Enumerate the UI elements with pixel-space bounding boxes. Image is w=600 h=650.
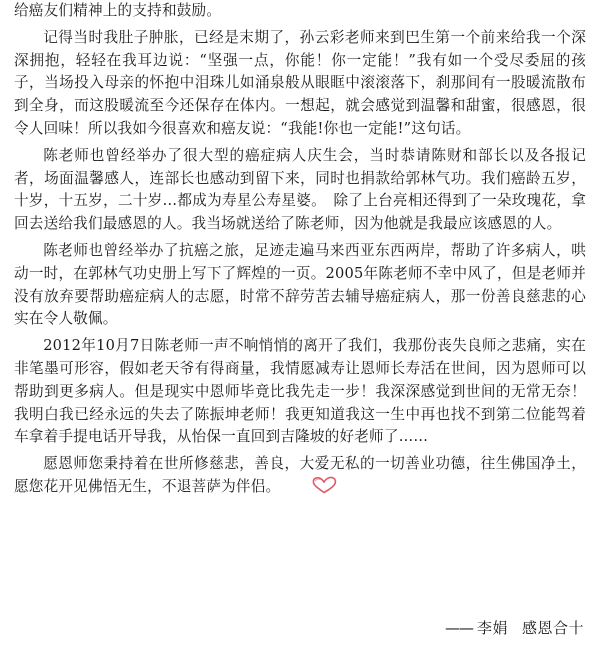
blessing-text: 愿恩师您秉持着在世所修慈悲，善良，大爱无私的一切善业功德，往生佛国净土，愿您花开见佛悟无生，不退菩萨为伴侣。 xyxy=(14,455,586,495)
signature xyxy=(445,617,584,638)
paragraph-birthday-event: 陈老师也曾经举办了很大型的癌症病人庆生会，当时恭请陈财和部长以及各报记者，场面温馨感人，连部长也感动到留下来，同时也捐款给郭林气功。我们癌龄五岁，十岁，十五岁，二十岁…都成为寿星公寿星婆。 除了上台亮相还得到了一朵玫瑰花，拿回去送给我们最感恩的人。我当场就送给了陈老师，因为他就是我最应该感恩的人。 xyxy=(14,146,586,233)
paragraph-passing: 2012年10月7日陈老师一声不响悄悄的离开了我们，我那份丧失良师之悲痛，实在非笔墨可形容，假如老天爷有得商量，我情愿减寿让恩师长寿活在世间，因为恩师可以帮助到更多病人。但是现实中恩师毕竟比我先走一步！我深深感觉到世间的无常无奈！我明白我已经永远的失去了陈振坤老师！我更知道我这一生中再也找不到第二位能驾着车拿着手提电话开导我，从怡保一直回到吉隆坡的好老师了…… xyxy=(14,337,586,446)
signature-closing: 感恩合十 xyxy=(521,619,584,637)
paragraph-blessing xyxy=(14,453,586,499)
signature-author: 李娟 xyxy=(476,619,508,637)
paragraph-embrace-memory: 记得当时我肚子肿胀，已经是末期了，孙云彩老师来到巴生第一个前来给我一个深深拥抱，轻轻在我耳边说：“坚强一点，你能！你一定能！”我有如一个受尽委屈的孩子，当场投入母亲的怀抱中泪珠儿如涌泉般从眼眶中滚滚落下，刹那间有一股暖流散布到全身，而这股暖流至今还保存在体内。一想起，就会感觉到温馨和甜蜜，很感恩，很令人回味！所以我如今很喜欢和癌友说：“我能!你也一定能!”这句话。 xyxy=(14,28,586,137)
paragraph-anti-cancer-tour: 陈老师也曾经举办了抗癌之旅，足迹走遍马来西亚东西两岸，帮助了许多病人，哄动一时，在郭林气功史册上写下了辉煌的一页。2005年陈老师不幸中风了，但是老师并没有放弃要帮助癌症病人的志愿，时常不辞劳苦去辅导癌症病人，那一份善良慈悲的心实在令人敬佩。 xyxy=(14,241,586,328)
signature-dash: —— xyxy=(444,619,473,637)
article-body xyxy=(14,0,586,499)
paragraph-continuation: 给癌友们精神上的支持和鼓励。 xyxy=(14,2,222,19)
heart-icon xyxy=(282,476,308,494)
